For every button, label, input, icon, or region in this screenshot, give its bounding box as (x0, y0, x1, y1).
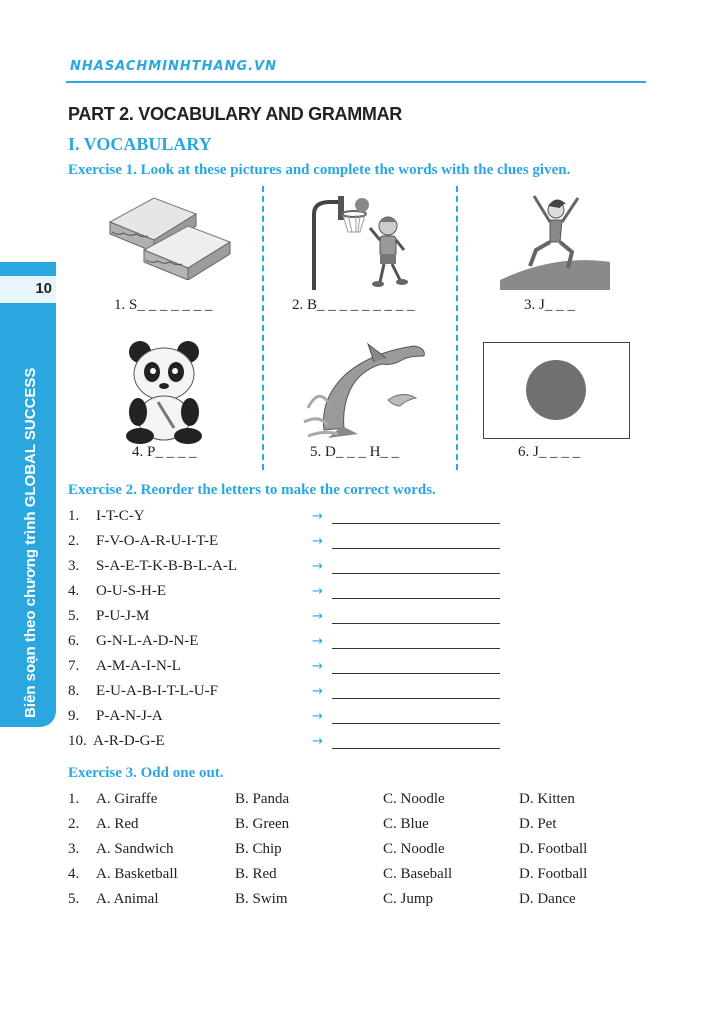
scrambled-word: E-U-A-B-I-T-L-U-F (96, 683, 218, 699)
item-number: 5. (68, 608, 80, 624)
answer-blank[interactable] (332, 573, 500, 574)
exercise-1-item-3: 3. J_ _ _ (524, 297, 575, 313)
option-c[interactable]: C. Noodle (383, 841, 445, 857)
answer-blank[interactable] (332, 748, 500, 749)
boy-player-icon (370, 217, 408, 287)
exercise-1-item-2: 2. B_ _ _ _ _ _ _ _ _ (292, 297, 415, 313)
option-d[interactable]: D. Football (519, 841, 588, 857)
page-number: 10 (35, 280, 52, 297)
item-number: 1. (68, 508, 80, 524)
answer-blank[interactable] (332, 698, 500, 699)
exercise-3-title: Exercise 3. Odd one out. (68, 765, 224, 781)
site-header: NHASACHMINHTHANG.VN (70, 59, 278, 74)
answer-blank[interactable] (332, 598, 500, 599)
item-number: 8. (68, 683, 80, 699)
arrow-icon: → (312, 534, 323, 549)
item-number: 4. (68, 866, 80, 882)
grid-separator (262, 186, 264, 470)
option-a[interactable]: A. Giraffe (96, 791, 158, 807)
scrambled-word: A-M-A-I-N-L (96, 658, 181, 674)
jumping-girl-icon (530, 196, 578, 268)
section-title: I. VOCABULARY (68, 134, 212, 154)
panda-picture (118, 338, 210, 444)
hill-icon (500, 260, 610, 290)
scrambled-word: S-A-E-T-K-B-B-L-A-L (96, 558, 238, 574)
dolphin-icon (304, 344, 424, 438)
scrambled-word: F-V-O-A-R-U-I-T-E (96, 533, 219, 549)
side-tab-text: Biên soạn theo chương trình GLOBAL SUCCESS (22, 367, 39, 718)
exercise-2-title: Exercise 2. Reorder the letters to make the correct words. (68, 482, 436, 498)
header-rule (66, 81, 646, 83)
item-number: 10. (68, 733, 87, 749)
panda-icon (126, 341, 202, 444)
japan-flag-picture (483, 342, 630, 439)
sandwich-picture (104, 192, 234, 280)
answer-blank[interactable] (332, 548, 500, 549)
item-number: 3. (68, 558, 80, 574)
item-number: 2. (68, 533, 80, 549)
side-tab-text-wrap (20, 318, 42, 718)
exercise-1-item-1: 1. S_ _ _ _ _ _ _ (114, 297, 213, 313)
arrow-icon: → (312, 709, 323, 724)
scrambled-word: A-R-D-G-E (93, 733, 165, 749)
basketball-picture (300, 190, 420, 290)
answer-blank[interactable] (332, 673, 500, 674)
exercise-1-item-6: 6. J_ _ _ _ (518, 444, 581, 460)
arrow-icon: → (312, 684, 323, 699)
scrambled-word: P-U-J-M (96, 608, 150, 624)
exercise-1-title: Exercise 1. Look at these pictures and complete the words with the clues given. (68, 162, 571, 178)
option-d[interactable]: D. Kitten (519, 791, 575, 807)
option-d[interactable]: D. Pet (519, 816, 557, 832)
sandwich-icon (110, 198, 230, 280)
option-a[interactable]: A. Basketball (96, 866, 178, 882)
option-b[interactable]: B. Red (235, 866, 277, 882)
option-c[interactable]: C. Baseball (383, 866, 453, 882)
exercise-1-item-5: 5. D_ _ _ H_ _ (310, 444, 400, 460)
part-title: PART 2. VOCABULARY AND GRAMMAR (68, 104, 403, 124)
item-number: 6. (68, 633, 80, 649)
arrow-icon: → (312, 659, 323, 674)
dolphin-picture (298, 338, 430, 438)
item-number: 4. (68, 583, 80, 599)
arrow-icon: → (312, 584, 323, 599)
arrow-icon: → (312, 609, 323, 624)
item-number: 9. (68, 708, 80, 724)
option-a[interactable]: A. Sandwich (96, 841, 174, 857)
arrow-icon: → (312, 634, 323, 649)
scrambled-word: I-T-C-Y (96, 508, 145, 524)
option-c[interactable]: C. Jump (383, 891, 434, 907)
exercise-1-item-4: 4. P_ _ _ _ (132, 444, 197, 460)
scrambled-word: P-A-N-J-A (96, 708, 163, 724)
scrambled-word: G-N-L-A-D-N-E (96, 633, 199, 649)
arrow-icon: → (312, 734, 323, 749)
answer-blank[interactable] (332, 623, 500, 624)
answer-blank[interactable] (332, 523, 500, 524)
option-c[interactable]: C. Blue (383, 816, 429, 832)
item-number: 1. (68, 791, 80, 807)
item-number: 5. (68, 891, 80, 907)
scrambled-word: O-U-S-H-E (96, 583, 166, 599)
grid-separator (456, 186, 458, 470)
arrow-icon: → (312, 559, 323, 574)
flag-circle (526, 360, 586, 420)
option-c[interactable]: C. Noodle (383, 791, 445, 807)
option-a[interactable]: A. Red (96, 816, 139, 832)
option-b[interactable]: B. Chip (235, 841, 282, 857)
item-number: 7. (68, 658, 80, 674)
item-number: 3. (68, 841, 80, 857)
option-b[interactable]: B. Panda (235, 791, 290, 807)
arrow-icon: → (312, 509, 323, 524)
option-d[interactable]: D. Football (519, 866, 588, 882)
basketball-icon (355, 198, 369, 212)
option-a[interactable]: A. Animal (96, 891, 159, 907)
option-b[interactable]: B. Green (235, 816, 290, 832)
jump-picture (500, 188, 610, 290)
option-d[interactable]: D. Dance (519, 891, 576, 907)
answer-blank[interactable] (332, 648, 500, 649)
option-b[interactable]: B. Swim (235, 891, 288, 907)
item-number: 2. (68, 816, 80, 832)
answer-blank[interactable] (332, 723, 500, 724)
